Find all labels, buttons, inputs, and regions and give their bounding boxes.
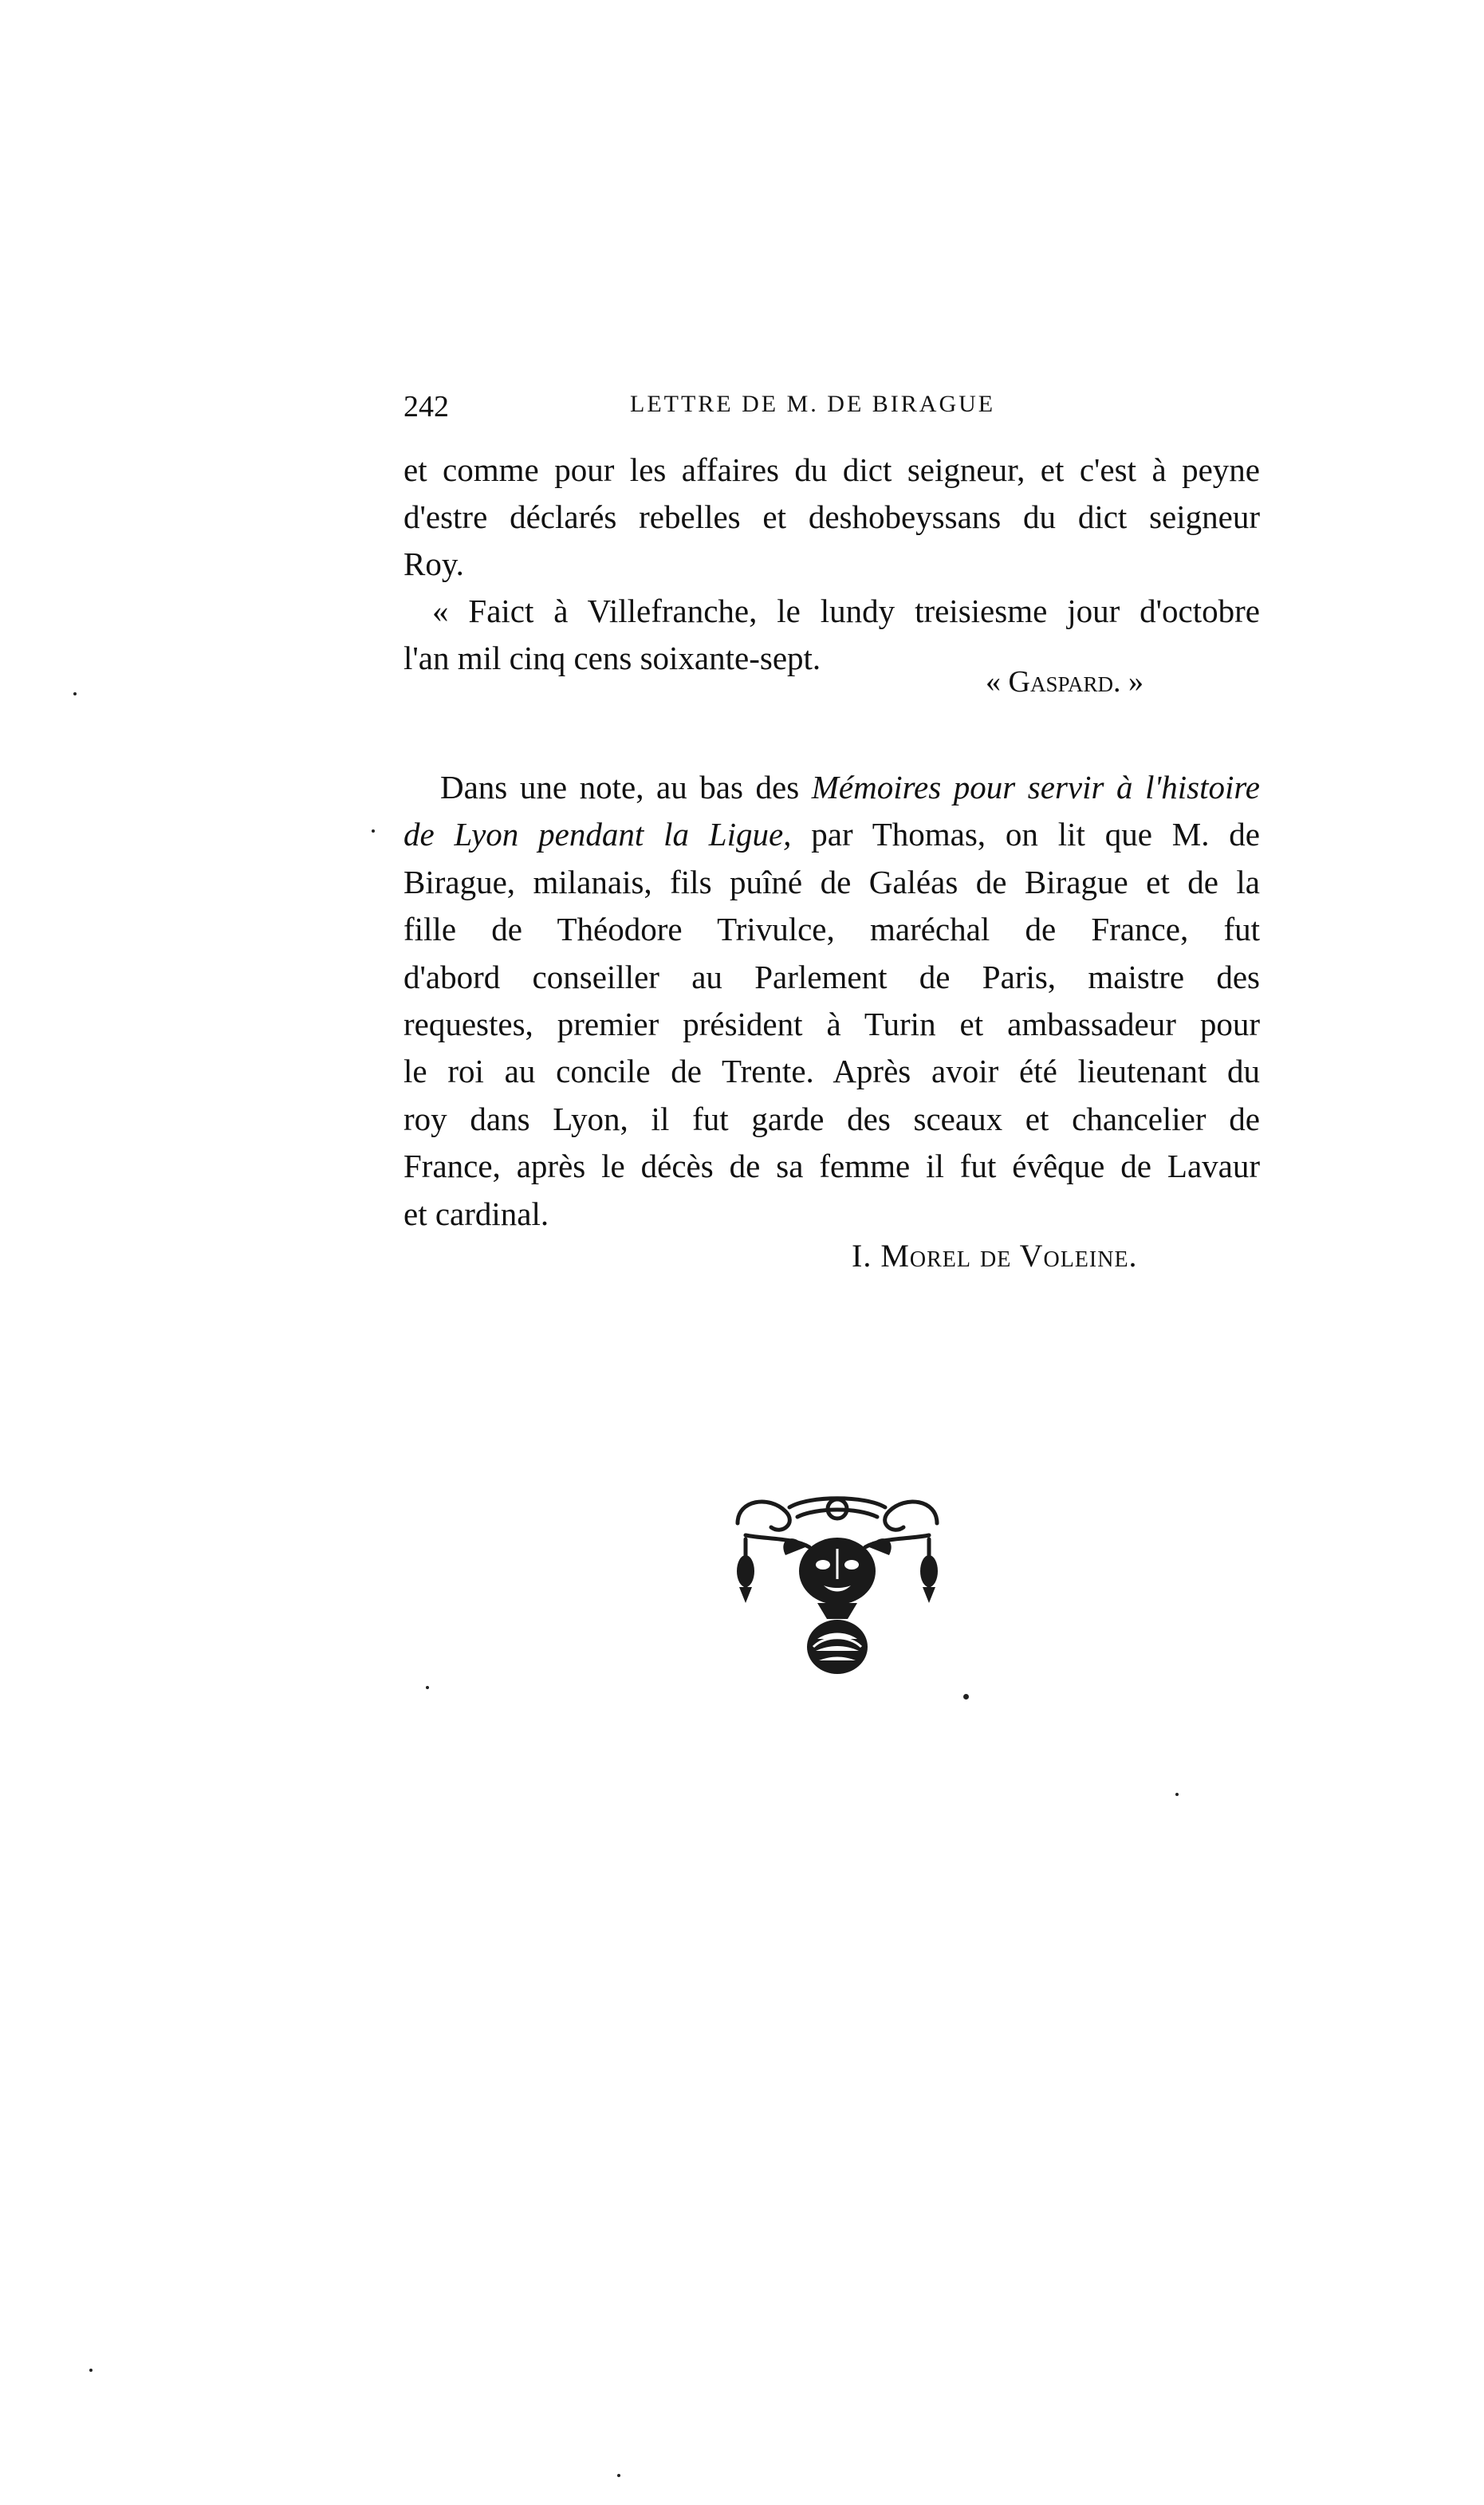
note-line	[403, 764, 1260, 811]
print-speck	[89, 2369, 93, 2372]
author-signature: I. Morel de Voleine.	[852, 1238, 1138, 1274]
letter-text	[403, 447, 1260, 682]
note-line: Birague, milanais, fils puîné de Galéas de Birague et de la	[403, 863, 1260, 900]
print-speck	[372, 829, 375, 833]
note-line: le roi au concile de Trente. Après avoir été lieutenant du	[403, 1053, 1260, 1090]
book-title: Mémoires pour servir à l'histoire	[811, 769, 1261, 805]
running-header: LETTRE DE M. DE BIRAGUE	[630, 391, 996, 417]
print-speck	[1175, 1793, 1179, 1796]
letter-signature: « Gaspard. »	[986, 665, 1144, 699]
print-speck	[426, 1686, 429, 1689]
ornament-mask-icon	[722, 1491, 953, 1683]
note-text: par Thomas, on lit que M. de	[791, 816, 1260, 853]
note-line: roy dans Lyon, il fut garde des sceaux et chancelier de	[403, 1100, 1260, 1137]
book-title-cont: de Lyon pendant la Ligue,	[403, 816, 792, 853]
print-speck	[617, 2474, 620, 2477]
note-line: requestes, premier président à Turin et ambassadeur pour	[403, 1006, 1260, 1043]
letter-line: d'estre déclarés rebelles et deshobeyssans du dict seigneur	[403, 498, 1260, 535]
note-line: d'abord conseiller au Parlement de Paris, maistre des	[403, 958, 1260, 995]
note-line: France, après le décès de sa femme il fut évêque de Lavaur	[403, 1148, 1260, 1185]
letter-line: « Faict à Villefranche, le lundy treisiesme jour d'octobre	[432, 593, 1260, 629]
letter-line: Roy.	[403, 546, 464, 582]
note-text: Dans une note, au bas des	[440, 769, 812, 805]
letter-line: et comme pour les affaires du dict seigneur, et c'est à peyne	[403, 451, 1260, 488]
note-paragraph	[403, 764, 1260, 1238]
note-line: et cardinal.	[403, 1195, 549, 1232]
note-line	[403, 811, 1260, 858]
ornament-mask-icon	[722, 1491, 953, 1683]
note-line: fille de Théodore Trivulce, maréchal de France, fut	[403, 911, 1260, 948]
print-speck	[73, 692, 77, 695]
print-speck	[963, 1694, 969, 1700]
page-number: 242	[403, 390, 449, 423]
letter-line: l'an mil cinq cens soixante-sept.	[403, 640, 821, 676]
